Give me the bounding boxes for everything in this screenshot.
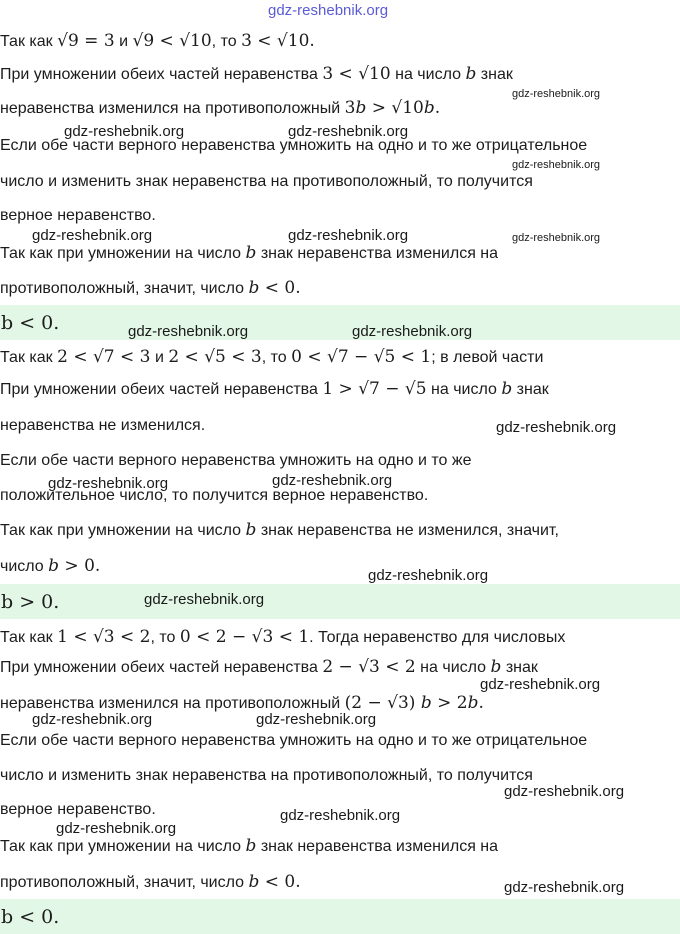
p3-line-7: Так как при умножении на число b знак неравенства изменился на bbox=[0, 836, 499, 856]
watermark: gdz-reshebnik.org bbox=[352, 323, 473, 340]
watermark: gdz-reshebnik.org bbox=[256, 711, 377, 728]
p2-line-1: Так как 2 < √7 < 3 и 2 < √5 < 3, то 0 < √7 − √5 < 1; в левой части bbox=[0, 347, 544, 367]
watermark: gdz-reshebnik.org bbox=[504, 879, 625, 896]
answer-box-1 bbox=[0, 305, 680, 340]
p1-line-7: Так как при умножении на число b знак неравенства изменился на bbox=[0, 243, 499, 263]
watermark: gdz-reshebnik.org bbox=[480, 676, 601, 693]
p1-line-4: Если обе части верного неравенства умножить на одно и то же отрицательное bbox=[0, 137, 588, 154]
watermark: gdz-reshebnik.org bbox=[280, 807, 401, 824]
p3-line-6: верное неравенство. bbox=[0, 801, 156, 818]
p2-line-4: Если обе части верного неравенства умножить на одно и то же bbox=[0, 452, 472, 469]
watermark: gdz-reshebnik.org bbox=[512, 159, 601, 171]
p2-line-5: положительное число, то получится верное неравенство. bbox=[0, 487, 429, 504]
p3-line-3: неравенства изменился на противоположный (2 − √3) b > 2b. bbox=[0, 693, 484, 713]
p1-line-6: верное неравенство. bbox=[0, 207, 156, 224]
p3-line-4: Если обе части верного неравенства умножить на одно и то же отрицательное bbox=[0, 732, 588, 749]
p2-line-6: Так как при умножении на число b знак неравенства не изменился, значит, bbox=[0, 520, 559, 540]
watermark: gdz-reshebnik.org bbox=[368, 567, 489, 584]
p1-line-8: противоположный, значит, число b < 0. bbox=[0, 278, 301, 298]
p3-line-8: противоположный, значит, число b < 0. bbox=[0, 872, 301, 892]
watermark: gdz-reshebnik.org bbox=[144, 591, 265, 608]
watermark: gdz-reshebnik.org bbox=[288, 123, 409, 140]
p1-line-5: число и изменить знак неравенства на противоположный, то получится bbox=[0, 173, 533, 190]
answer-1: b < 0. bbox=[1, 312, 60, 334]
p2-line-3: неравенства не изменился. bbox=[0, 417, 206, 434]
watermark: gdz-reshebnik.org bbox=[272, 472, 393, 489]
p3-line-5: число и изменить знак неравенства на противоположный, то получится bbox=[0, 767, 533, 784]
watermark: gdz-reshebnik.org bbox=[496, 419, 617, 436]
watermark: gdz-reshebnik.org bbox=[56, 820, 177, 837]
answer-3: b < 0. bbox=[1, 906, 60, 928]
p1-line-2: При умножении обеих частей неравенства 3 < √10 на число b знак bbox=[0, 64, 513, 84]
watermark: gdz-reshebnik.org bbox=[48, 475, 169, 492]
watermark: gdz-reshebnik.org bbox=[32, 711, 153, 728]
watermark-top: gdz-reshebnik.org bbox=[268, 2, 389, 19]
p2-line-2: При умножении обеих частей неравенства 1 > √7 − √5 на число b знак bbox=[0, 379, 549, 399]
watermark: gdz-reshebnik.org bbox=[512, 232, 601, 244]
watermark: gdz-reshebnik.org bbox=[128, 323, 249, 340]
p1-line-3: неравенства изменился на противоположный 3b > √10b. bbox=[0, 98, 441, 118]
watermark: gdz-reshebnik.org bbox=[512, 88, 601, 100]
answer-2: b > 0. bbox=[1, 591, 60, 613]
p3-line-1: Так как 1 < √3 < 2, то 0 < 2 − √3 < 1. Тогда неравенство для числовых bbox=[0, 627, 566, 647]
p3-line-2: При умножении обеих частей неравенства 2 − √3 < 2 на число b знак bbox=[0, 657, 538, 677]
p2-line-7: число b > 0. bbox=[0, 556, 101, 576]
watermark: gdz-reshebnik.org bbox=[288, 227, 409, 244]
answer-box-2 bbox=[0, 584, 680, 619]
watermark: gdz-reshebnik.org bbox=[32, 227, 153, 244]
watermark: gdz-reshebnik.org bbox=[64, 123, 185, 140]
p1-line-1: Так как √9 = 3 и √9 < √10, то 3 < √10. bbox=[0, 31, 315, 51]
watermark: gdz-reshebnik.org bbox=[504, 783, 625, 800]
answer-box-3 bbox=[0, 899, 680, 934]
